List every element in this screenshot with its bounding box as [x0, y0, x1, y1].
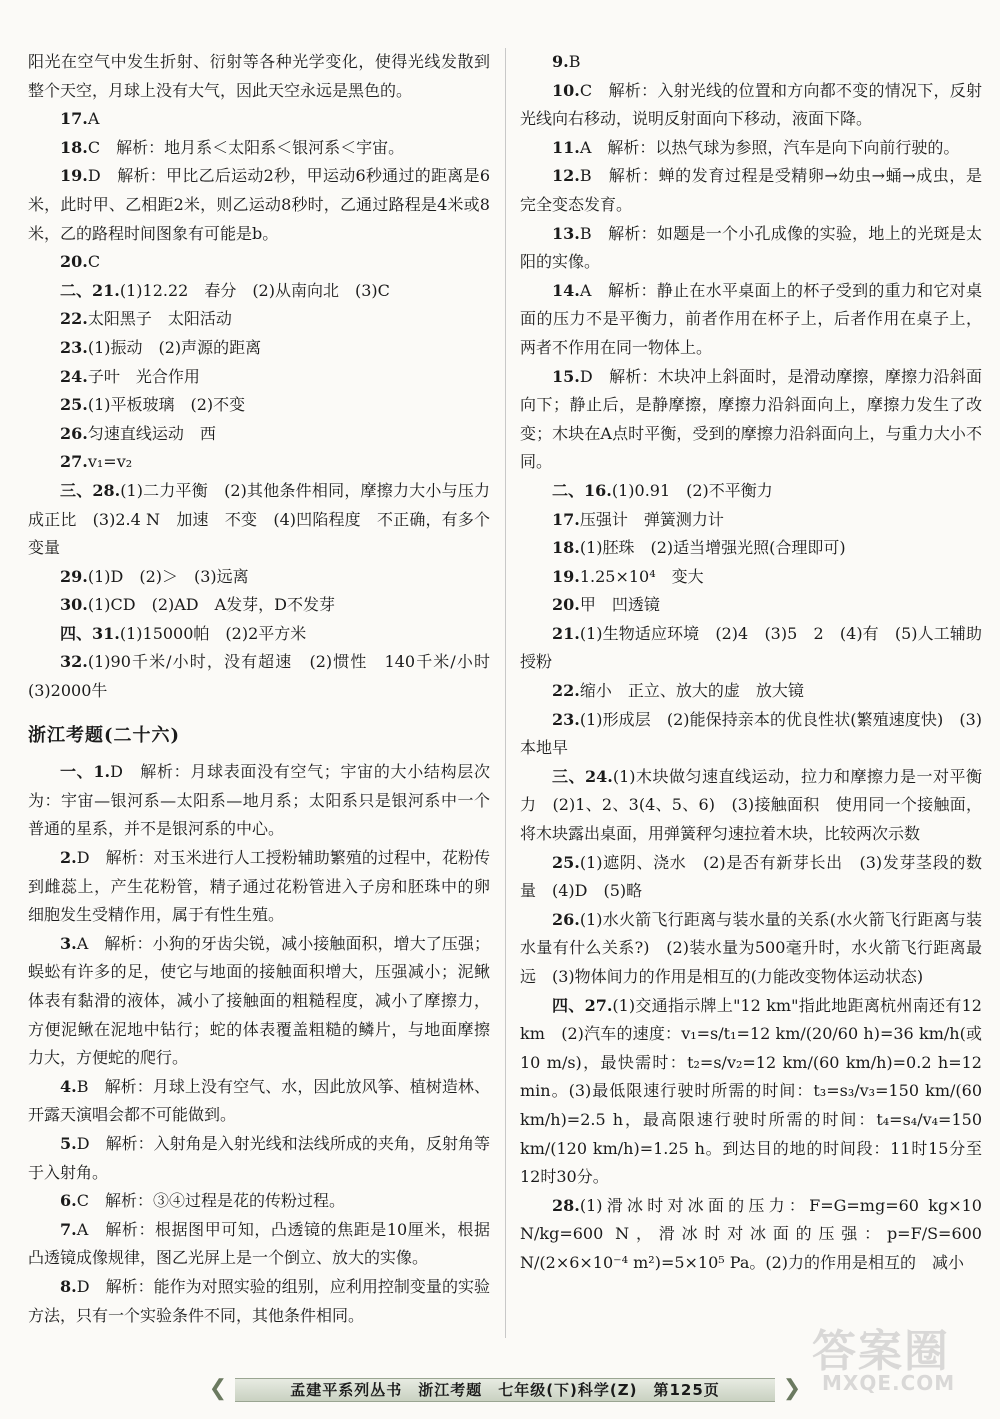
answer-number: 5.	[60, 1133, 77, 1153]
answer-item	[520, 77, 982, 134]
answer-text: (1)胚珠 (2)适当增强光照(合理即可)	[579, 538, 846, 558]
answer-number: 3.	[60, 933, 77, 953]
answer-item	[28, 48, 490, 105]
answer-number: 22.	[552, 681, 580, 701]
answer-item	[28, 420, 490, 449]
answer-text: D 解析：入射角是入射光线和法线所成的夹角，反射角等于入射角。	[28, 1133, 490, 1182]
answer-list-left-bottom	[28, 758, 490, 1330]
answer-text: (1)形成层 (2)能保持亲本的优良性状(繁殖速度快) (3)本地早	[520, 709, 982, 758]
answer-item	[28, 1187, 490, 1216]
answer-number: 12.	[552, 166, 580, 186]
answer-number: 29.	[60, 566, 88, 586]
answer-number: 17.	[60, 109, 88, 129]
answer-item	[520, 992, 982, 1192]
answer-text: B 解析：月球上没有空气、水，因此放风筝、植树造林、开露天演唱会都不可能做到。	[28, 1076, 490, 1125]
answer-item	[28, 563, 490, 592]
answer-number: 28.	[552, 1195, 580, 1215]
answer-number: 27.	[60, 452, 88, 472]
answer-text: (1)交通指示牌上"12 km"指此地距离杭州南还有12 km (2)汽车的速度：v₁=s/t₁=12 km/(20/60 h)=36 km/h(或10 m/s)，最快需时：t₂=s/v₂=12 km/(60 km/h)=0.2 h=12 min。(3)最低限速行驶时所需的时间：t₃=s₃/v₃=150 km/(60 km/h)=2.5 h，最高限速行驶时所需的时间：t₄=s₄/v₄=150 km/(120 km/h)=1.25 h。到达目的地的时间段：11时15分至12时30分。	[520, 995, 982, 1187]
answer-number: 23.	[552, 709, 580, 729]
answer-item	[520, 677, 982, 706]
left-column	[28, 48, 507, 1330]
answer-number: 一、1.	[60, 762, 111, 782]
answer-number: 11.	[552, 137, 580, 157]
answer-number: 19.	[60, 166, 88, 186]
answer-number: 三、24.	[552, 766, 613, 786]
answer-item	[28, 162, 490, 248]
section-title: 浙江考题(二十六)	[28, 724, 181, 746]
answer-list-left-top	[28, 48, 507, 706]
answer-number: 三、28.	[60, 480, 121, 500]
answer-number: 24.	[60, 366, 88, 386]
answer-text: A 解析：静止在水平桌面上的杯子受到的重力和它对桌面的压力不是平衡力，前者作用在杯子上，后者作用在桌子上，两者不作用在同一物体上。	[520, 280, 982, 357]
answer-item	[28, 105, 490, 134]
answer-text: (1)12.22 春分 (2)从南向北 (3)C	[119, 280, 390, 300]
answer-text: A	[87, 109, 100, 129]
answer-text: (1)滑冰时对冰面的压力：F=G=mg=60 kg×10 N/kg=600 N，滑冰时对冰面的压强：p=F/S=600 N/(2×6×10⁻⁴ m²)=5×10⁵ Pa。(2)力的作用是相互的 减小	[520, 1195, 982, 1272]
answer-item	[28, 1130, 490, 1187]
answer-item	[520, 906, 982, 992]
answer-item	[520, 506, 982, 535]
watermark-line1: 答案圈	[812, 1326, 950, 1377]
right-ornament-icon: ❯	[782, 1376, 802, 1401]
footer-text: 孟建平系列丛书 浙江考题 七年级(下)科学(Z) 第125页	[290, 1381, 720, 1399]
answer-text: 子叶 光合作用	[87, 366, 200, 386]
answer-text: B 解析：如题是一个小孔成像的实验，地上的光斑是太阳的实像。	[520, 223, 982, 272]
answer-item	[520, 763, 982, 849]
answer-number: 9.	[552, 52, 569, 71]
answer-number: 26.	[60, 423, 88, 443]
answer-text: 缩小 正立、放大的虚 放大镜	[579, 681, 804, 701]
left-ornament-icon: ❮	[208, 1376, 228, 1401]
answer-text: D 解析：月球表面没有空气；宇宙的大小结构层次为：宇宙—银河系—太阳系—地月系；太阳系只是银河系中一个普通的星系，并不是银河系的中心。	[28, 762, 490, 839]
answer-number: 20.	[552, 595, 580, 615]
answer-text: (1)CD (2)AD A发芽，D不发芽	[87, 595, 336, 615]
answer-item	[28, 305, 490, 334]
answer-text: D 解析：木块冲上斜面时，是滑动摩擦，摩擦力沿斜面向下；静止后，是静摩擦，摩擦力沿斜面向上，摩擦力发生了改变；木块在A点时平衡，受到的摩擦力沿斜面向上，与重力大小不同。	[520, 366, 982, 472]
answer-text: B	[568, 52, 581, 71]
answer-item	[520, 706, 982, 763]
answer-list-right	[520, 48, 982, 1278]
answer-item	[520, 849, 982, 906]
answer-item	[28, 477, 490, 563]
answer-text: 阳光在空气中发生折射、衍射等各种光学变化，使得光线发散到整个天空，月球上没有大气，因此天空永远是黑色的。	[28, 52, 490, 100]
answer-text: A 解析：以热气球为参照，汽车是向下向前行驶的。	[579, 137, 960, 157]
watermark-line2: MXQE.COM	[822, 1371, 956, 1395]
answer-number: 4.	[60, 1076, 77, 1096]
answer-item	[28, 591, 490, 620]
answer-text: C	[87, 252, 101, 272]
answer-number: 30.	[60, 595, 88, 615]
answer-text: 匀速直线运动 西	[87, 423, 216, 443]
answer-number: 25.	[60, 395, 88, 415]
answer-number: 6.	[60, 1191, 77, 1211]
answer-number: 10.	[552, 80, 580, 100]
answer-item	[28, 620, 490, 649]
answer-number: 26.	[552, 909, 580, 929]
answer-number: 25.	[552, 852, 580, 872]
watermark-logo	[812, 1315, 972, 1405]
answer-text: (1)二力平衡 (2)其他条件相同，摩擦力大小与压力成正比 (3)2.4 N 加速 不变 (4)凹陷程度 不正确，有多个变量	[28, 480, 490, 558]
answer-text: (1)平板玻璃 (2)不变	[87, 395, 246, 415]
answer-text: C 解析：地月系＜太阳系＜银河系＜宇宙。	[87, 137, 405, 157]
answer-item	[520, 48, 982, 77]
answer-item	[28, 334, 490, 363]
answer-number: 7.	[60, 1219, 77, 1239]
answer-number: 2.	[60, 848, 77, 868]
answer-item	[520, 477, 982, 506]
answer-item	[520, 563, 982, 592]
answer-text: A 解析：小狗的牙齿尖锐，减小接触面积，增大了压强；蜈蚣有许多的足，使它与地面的接触面积增大，压强减小；泥鳅体表有黏滑的液体，减小了接触面的粗糙程度，减小了摩擦力，方便泥鳅在泥地中钻行；蛇的体表覆盖粗糙的鳞片，与地面摩擦力大，方便蛇的爬行。	[28, 933, 490, 1068]
answer-text: A 解析：根据图甲可知，凸透镜的焦距是10厘米，根据凸透镜成像规律，图乙光屏上是一个倒立、放大的实像。	[28, 1219, 490, 1268]
answer-text: B 解析：蝉的发育过程是受精卵→幼虫→蛹→成虫，是完全变态发育。	[520, 166, 982, 214]
answer-item	[28, 363, 490, 392]
answer-text: C 解析：入射光线的位置和方向都不变的情况下，反射光线向右移动，说明反射面向下移动，液面下降。	[520, 80, 982, 129]
answer-number: 8.	[60, 1276, 77, 1296]
answer-number: 32.	[60, 652, 88, 672]
answer-text: (1)水火箭飞行距离与装水量的关系(水火箭飞行距离与装水量有什么关系?) (2)装水量为500毫升时，水火箭飞行距离最远 (3)物体间力的作用是相互的(力能改变物体运动状态)	[520, 909, 982, 986]
answer-text: C 解析：③④过程是花的传粉过程。	[76, 1191, 345, 1211]
answer-item	[28, 134, 490, 163]
answer-number: 二、21.	[60, 280, 120, 300]
answer-text: 甲 凹透镜	[579, 595, 660, 615]
answer-item	[520, 363, 982, 477]
page-footer	[195, 1372, 815, 1402]
answer-item	[28, 277, 490, 306]
answer-number: 15.	[552, 366, 580, 386]
answer-text: D 解析：对玉米进行人工授粉辅助繁殖的过程中，花粉传到雌蕊上，产生花粉管，精子通过花粉管进入子房和胚珠中的卵细胞发生受精作用，属于有性生殖。	[28, 848, 490, 925]
answer-item	[28, 248, 490, 277]
answer-number: 22.	[60, 309, 88, 329]
answer-text: 压强计 弹簧测力计	[579, 509, 724, 529]
answer-number: 19.	[552, 566, 580, 586]
answer-item	[520, 134, 982, 163]
answer-text: 1.25×10⁴ 变大	[579, 566, 704, 586]
answer-text: (1)生物适应环境 (2)4 (3)5 2 (4)有 (5)人工辅助授粉	[520, 623, 982, 672]
answer-text: v₁=v₂	[87, 452, 133, 472]
answer-item	[28, 391, 490, 420]
answer-number: 13.	[552, 223, 580, 243]
right-column	[520, 48, 982, 1278]
answer-item	[28, 1216, 490, 1273]
answer-item	[520, 277, 982, 363]
answer-text: (1)D (2)＞ (3)远离	[87, 566, 249, 586]
answer-item	[520, 534, 982, 563]
answer-item	[28, 1273, 490, 1330]
answer-number: 18.	[60, 137, 88, 157]
answer-item	[28, 448, 490, 477]
answer-item	[520, 220, 982, 277]
answer-number: 17.	[552, 509, 580, 529]
answer-number: 四、31.	[60, 623, 120, 643]
answer-item	[28, 930, 490, 1073]
answer-number: 20.	[60, 252, 88, 272]
answer-item	[28, 844, 490, 930]
answer-item	[28, 1073, 490, 1130]
answer-text: D 解析：能作为对照实验的组别，应利用控制变量的实验方法，只有一个实验条件不同，其他条件相同。	[28, 1276, 490, 1325]
answer-number: 四、27.	[552, 995, 613, 1015]
answer-text: (1)0.91 (2)不平衡力	[611, 480, 773, 500]
answer-text: (1)90千米/小时，没有超速 (2)惯性 140千米/小时 (3)2000牛	[28, 652, 507, 701]
answer-number: 18.	[552, 538, 580, 558]
answer-text: (1)遮阴、浇水 (2)是否有新芽长出 (3)发芽茎段的数量 (4)D (5)略	[520, 852, 982, 901]
answer-item	[520, 591, 982, 620]
answer-number: 21.	[552, 623, 580, 643]
answer-item	[520, 1192, 982, 1278]
answer-number: 二、16.	[552, 480, 612, 500]
answer-item	[520, 620, 982, 677]
column-divider	[505, 48, 506, 1338]
answer-text: (1)振动 (2)声源的距离	[87, 337, 262, 357]
answer-text: (1)15000帕 (2)2平方米	[119, 623, 307, 643]
answer-text: D 解析：甲比乙后运动2秒，甲运动6秒通过的距离是6米，此时甲、乙相距2米，则乙运动8秒时，乙通过路程是4米或8米，乙的路程时间图象有可能是b。	[28, 166, 490, 243]
answer-text: (1)木块做匀速直线运动，拉力和摩擦力是一对平衡力 (2)1、2、3(4、5、6) (3)接触面积 使用同一个接触面，将木块露出桌面，用弹簧秤匀速拉着木块，比较两次示数	[520, 766, 982, 844]
answer-text: 太阳黑子 太阳活动	[87, 309, 232, 329]
answer-item	[520, 162, 982, 219]
answer-number: 23.	[60, 337, 88, 357]
answer-number: 14.	[552, 280, 580, 300]
answer-item	[28, 758, 490, 844]
answer-item	[28, 648, 507, 705]
